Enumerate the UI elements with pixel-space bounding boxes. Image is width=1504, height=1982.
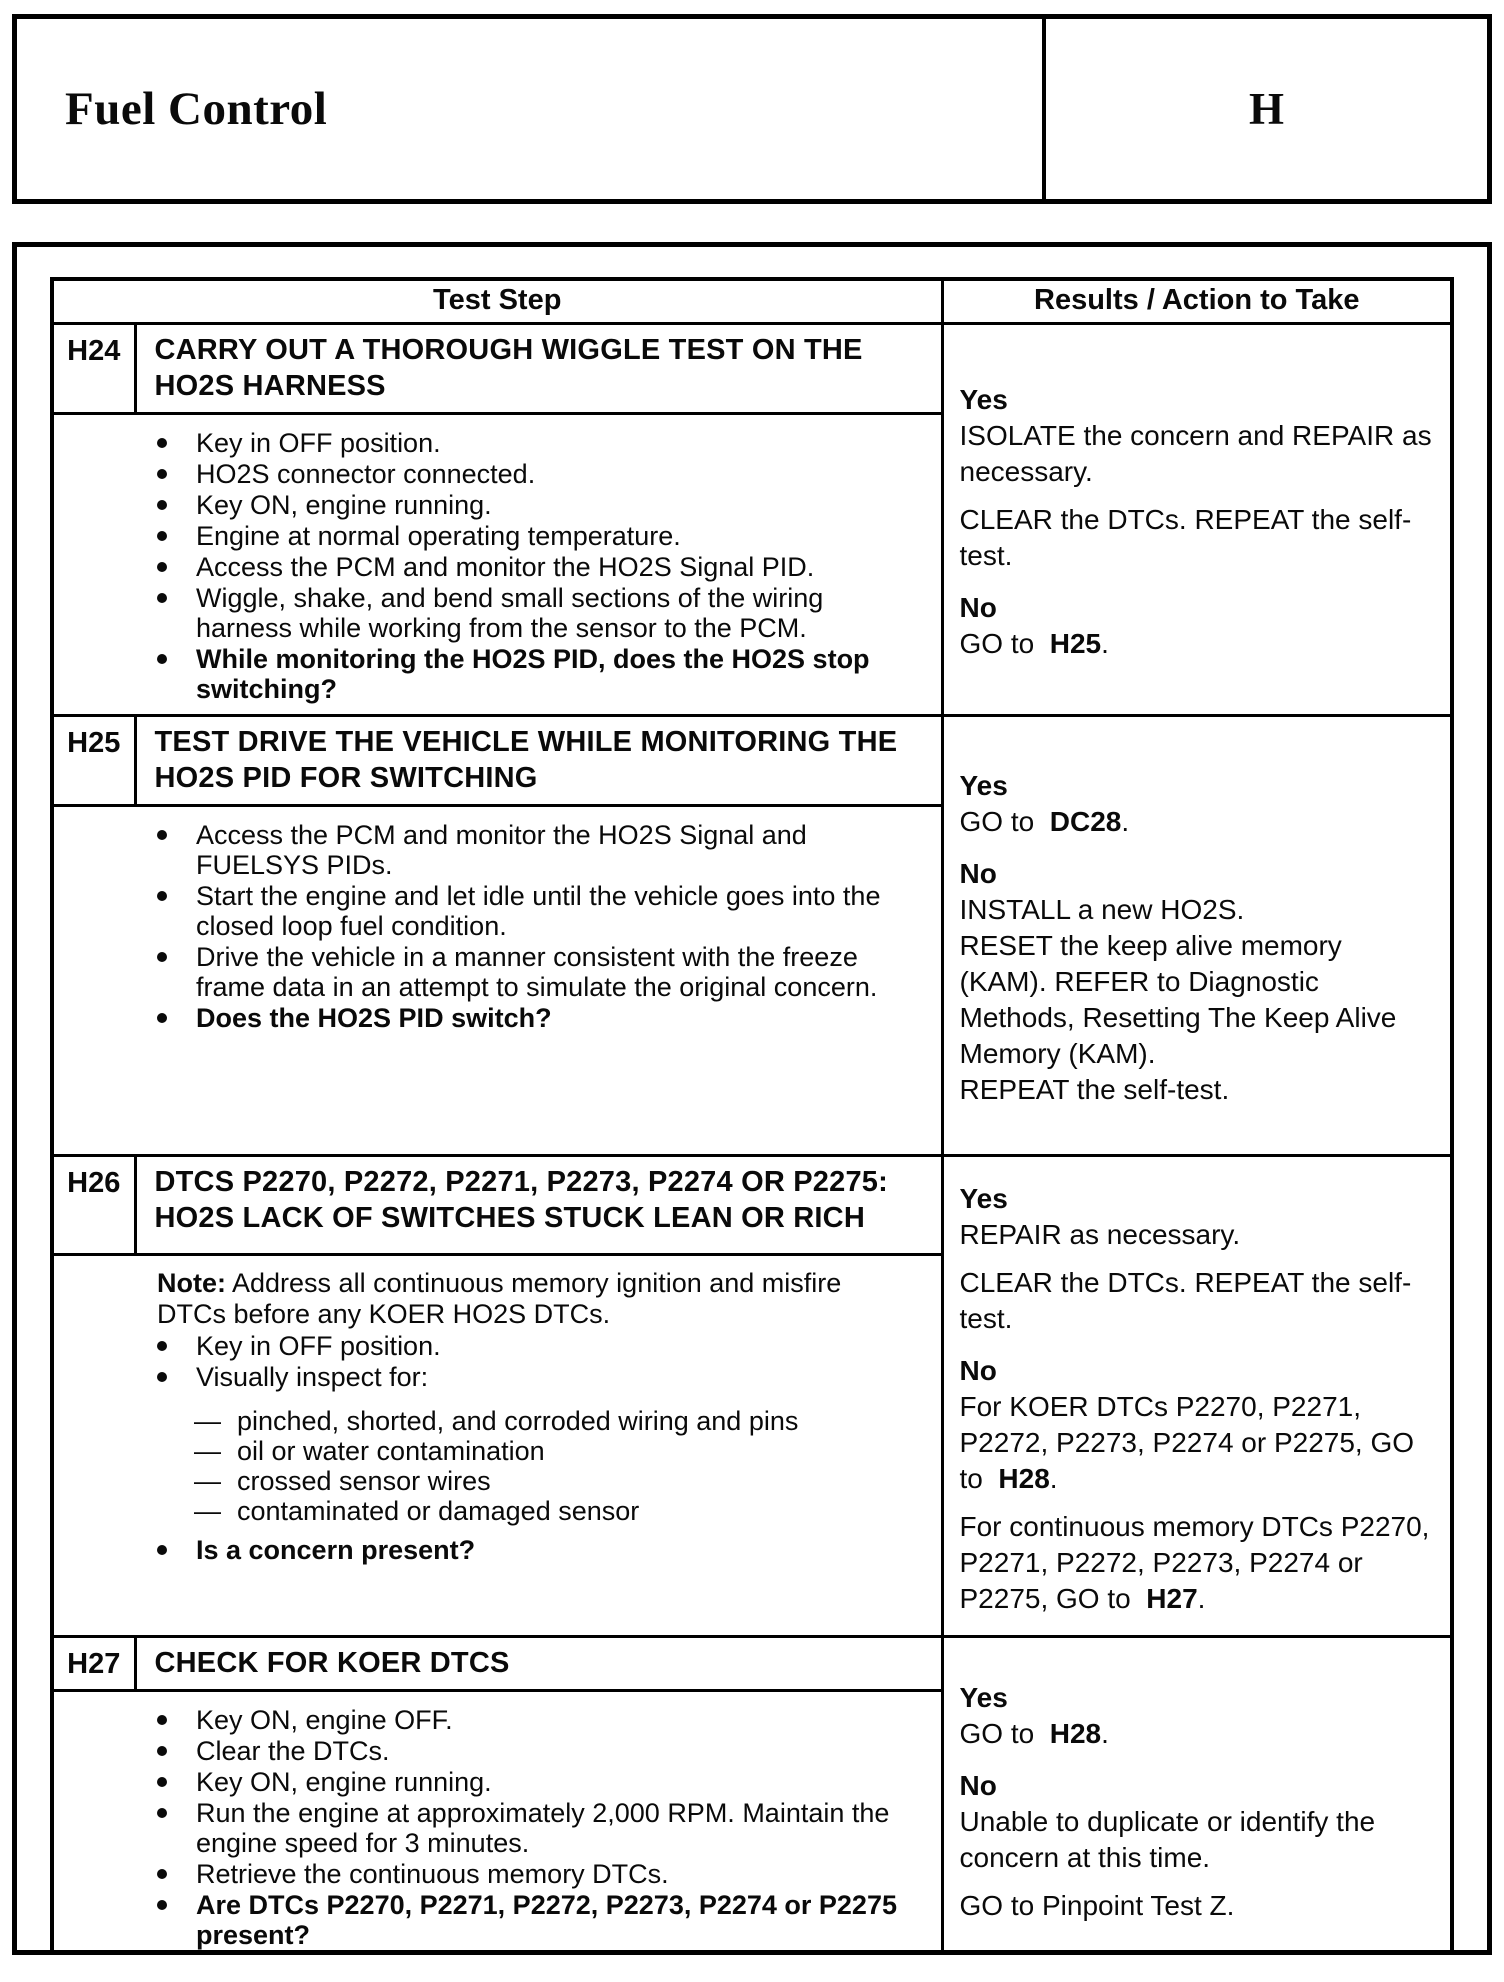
step-instruction <box>54 941 925 1002</box>
step-results <box>942 1155 1452 1636</box>
instruction-text: Is a concern present? <box>196 1534 476 1565</box>
step-id: H25 <box>52 715 135 805</box>
bullet-icon <box>157 1746 167 1756</box>
instruction-text: While monitoring the HO2S PID, does the HO2S stop switching? <box>196 643 870 704</box>
results-text-part: CLEAR the DTCs. REPEAT the self-test. <box>959 504 1412 571</box>
bullet-icon <box>157 531 167 541</box>
step-instruction <box>54 880 925 941</box>
step-title-line: HO2S PID FOR SWITCHING <box>154 761 538 794</box>
step-title-row <box>52 715 1452 805</box>
page-header <box>12 14 1492 204</box>
subitem-text: oil or water contamination <box>237 1435 545 1466</box>
results-text-part: . <box>1197 1582 1206 1614</box>
subitem-text: contaminated or damaged sensor <box>237 1495 640 1526</box>
step-title-row <box>52 1155 1452 1254</box>
results-text <box>960 1509 1435 1617</box>
bullet-icon <box>157 830 167 840</box>
step-title <box>135 323 942 413</box>
step-instruction <box>54 1534 925 1565</box>
instruction-text: Engine at normal operating temperature. <box>196 520 681 551</box>
results-text <box>960 892 1435 928</box>
scanned-manual-page <box>0 14 1504 1982</box>
instruction-text: Start the engine and let idle until the vehicle goes into the closed loop fuel condition. <box>196 880 881 941</box>
step-instruction <box>54 520 925 551</box>
bullet-icon <box>157 1900 167 1910</box>
step-subitem <box>54 1496 925 1526</box>
results-label-no: No <box>959 592 997 623</box>
step-results <box>942 1636 1452 1955</box>
step-instruction <box>54 1002 925 1033</box>
page-header-title-cell <box>17 19 1042 199</box>
step-id: H24 <box>52 323 135 413</box>
results-text <box>960 1072 1435 1108</box>
table-header-row <box>52 279 1452 323</box>
results-text-part: . <box>1121 806 1130 837</box>
results-text <box>960 418 1435 490</box>
instruction-text: Wiggle, shake, and bend small sections of the wiring harness while working from the sensor to the PCM. <box>196 582 824 643</box>
steps-body <box>52 323 1452 1955</box>
instruction-text: Key ON, engine running. <box>196 489 492 520</box>
results-text-part: Unable to duplicate or identify the concern at this time. <box>959 1805 1376 1873</box>
step-instruction <box>54 427 925 458</box>
results-text-part: . <box>1049 1462 1058 1494</box>
step-instruction <box>54 1735 925 1766</box>
results-label-yes: Yes <box>959 770 1008 801</box>
instruction-text: Clear the DTCs. <box>196 1735 390 1766</box>
step-id: H26 <box>52 1155 135 1254</box>
results-text <box>960 502 1435 574</box>
goto-target: DC28 <box>1049 806 1122 837</box>
step-title <box>135 1636 942 1690</box>
step-note <box>54 1268 925 1330</box>
step-id: H27 <box>52 1636 135 1690</box>
step-instruction <box>54 582 925 643</box>
step-title-row <box>52 323 1452 413</box>
step-title-line: HO2S HARNESS <box>154 369 386 402</box>
results-text <box>960 626 1435 662</box>
step-instruction <box>54 1766 925 1797</box>
results-text-part: GO to <box>959 806 1050 837</box>
bullet-icon <box>157 1013 167 1023</box>
step-title-row <box>52 1636 1452 1690</box>
step-instructions <box>52 805 942 1155</box>
instruction-text: Drive the vehicle in a manner consistent with the freeze frame data in an attempt to simulate the original concern. <box>196 941 878 1002</box>
bullet-icon <box>157 562 167 572</box>
step-subitem <box>54 1436 925 1466</box>
goto-target: H27 <box>1146 1582 1198 1614</box>
results-text-part: CLEAR the DTCs. REPEAT the self-test. <box>959 1266 1412 1334</box>
bullet-icon <box>157 593 167 603</box>
results-label-yes: Yes <box>959 384 1008 415</box>
results-text-part: For KOER DTCs P2270, P2271, P2272, P2273, P2274 or P2275, GO to <box>959 1390 1415 1494</box>
results-label-no: No <box>959 1769 997 1801</box>
bullet-icon <box>157 1869 167 1879</box>
dash-icon: — <box>194 1495 221 1526</box>
instruction-text: Access the PCM and monitor the HO2S Signal PID. <box>196 551 815 582</box>
instruction-text: Are DTCs P2270, P2271, P2272, P2273, P2274 or P2275 present? <box>196 1889 897 1950</box>
column-header-results: Results / Action to Take <box>942 279 1452 323</box>
step-results <box>942 323 1452 715</box>
results-text-part: GO to <box>959 1717 1050 1749</box>
bullet-icon <box>157 1341 167 1351</box>
note-text: Address all continuous memory ignition and misfire DTCs before any KOER HO2S DTCs. <box>157 1267 842 1329</box>
step-instruction <box>54 1704 925 1735</box>
step-title-line: CARRY OUT A THOROUGH WIGGLE TEST ON THE <box>154 333 863 366</box>
subitem-text: pinched, shorted, and corroded wiring and pins <box>237 1405 799 1436</box>
instruction-text: Does the HO2S PID switch? <box>196 1002 552 1033</box>
results-text-part: REPEAT the self-test. <box>959 1074 1230 1105</box>
step-title <box>135 1155 942 1254</box>
step-instructions <box>52 1690 942 1955</box>
step-instructions <box>52 413 942 715</box>
subitem-text: crossed sensor wires <box>237 1465 491 1496</box>
step-instruction <box>54 458 925 489</box>
step-instruction <box>54 1858 925 1889</box>
instruction-text: Access the PCM and monitor the HO2S Signal and FUELSYS PIDs. <box>196 819 807 880</box>
results-text <box>960 804 1435 840</box>
results-text-part: ISOLATE the concern and REPAIR as necessary. <box>959 420 1432 487</box>
step-title <box>135 715 942 805</box>
step-instruction <box>54 1797 925 1858</box>
goto-target: H28 <box>998 1462 1050 1494</box>
bullet-icon <box>157 1715 167 1725</box>
instruction-text: Key in OFF position. <box>196 427 441 458</box>
step-instruction <box>54 1889 925 1950</box>
goto-target: H28 <box>1049 1717 1102 1749</box>
results-text-part: INSTALL a new HO2S. <box>959 894 1245 925</box>
bullet-icon <box>157 1777 167 1787</box>
bullet-icon <box>157 1808 167 1818</box>
results-text-part: GO to <box>959 628 1050 659</box>
results-text <box>960 1265 1435 1337</box>
results-label-yes: Yes <box>959 1182 1008 1214</box>
results-text <box>960 1217 1435 1253</box>
bullet-icon <box>157 1372 167 1382</box>
results-text-part: . <box>1101 628 1109 659</box>
step-instruction <box>54 489 925 520</box>
results-text <box>960 928 1435 1072</box>
instruction-text: Retrieve the continuous memory DTCs. <box>196 1858 669 1889</box>
step-instruction <box>54 1361 925 1392</box>
bullet-icon <box>157 469 167 479</box>
results-text-part: For continuous memory DTCs P2270, P2271, P2272, P2273, P2274 or P2275, GO to <box>959 1510 1430 1614</box>
results-text <box>960 1716 1435 1752</box>
results-label-yes: Yes <box>959 1681 1008 1713</box>
results-text-part: . <box>1101 1717 1109 1749</box>
step-title-line: DTCS P2270, P2272, P2271, P2273, P2274 OR P2275: <box>154 1165 888 1198</box>
bullet-icon <box>157 500 167 510</box>
instruction-text: Run the engine at approximately 2,000 RPM. Maintain the engine speed for 3 minutes. <box>196 1797 890 1858</box>
results-text <box>960 1888 1435 1924</box>
bullet-icon <box>157 654 167 664</box>
results-text-part: RESET the keep alive memory (KAM). REFER to Diagnostic Methods, Resetting The Keep Alive Memory (KAM). <box>959 930 1397 1069</box>
step-instruction <box>54 643 925 704</box>
page-header-section-cell <box>1042 19 1487 199</box>
results-text <box>960 1804 1435 1876</box>
instruction-text: Key ON, engine OFF. <box>196 1704 453 1735</box>
step-instruction <box>54 1330 925 1361</box>
step-instructions <box>52 1254 942 1636</box>
dash-icon: — <box>194 1435 221 1466</box>
bullet-icon <box>157 1545 167 1555</box>
pinpoint-test-box <box>12 242 1492 1955</box>
bullet-icon <box>157 952 167 962</box>
step-instruction <box>54 819 925 880</box>
bullet-icon <box>157 891 167 901</box>
step-subitem <box>54 1406 925 1436</box>
goto-target: H25 <box>1049 628 1102 659</box>
column-header-test-step: Test Step <box>52 279 942 323</box>
instruction-text: HO2S connector connected. <box>196 458 536 489</box>
dash-icon: — <box>194 1405 221 1436</box>
results-label-no: No <box>959 858 997 889</box>
step-title-line: TEST DRIVE THE VEHICLE WHILE MONITORING THE <box>154 725 898 758</box>
results-text-part: GO to Pinpoint Test Z. <box>959 1889 1235 1921</box>
step-title-line: CHECK FOR KOER DTCS <box>154 1646 510 1679</box>
step-subitem <box>54 1466 925 1496</box>
step-title-line: HO2S LACK OF SWITCHES STUCK LEAN OR RICH <box>154 1201 865 1234</box>
dash-icon: — <box>194 1465 221 1496</box>
pinpoint-test-table <box>50 277 1454 1955</box>
results-text <box>960 1389 1435 1497</box>
section-letter: H <box>1248 84 1284 134</box>
document-title: Fuel Control <box>65 83 328 135</box>
bullet-icon <box>157 438 167 448</box>
instruction-text: Visually inspect for: <box>196 1361 429 1392</box>
instruction-text: Key in OFF position. <box>196 1330 441 1361</box>
note-prefix: Note: <box>157 1267 226 1298</box>
step-results <box>942 715 1452 1155</box>
results-label-no: No <box>959 1354 997 1386</box>
results-text-part: REPAIR as necessary. <box>959 1218 1241 1250</box>
step-instruction <box>54 551 925 582</box>
instruction-text: Key ON, engine running. <box>196 1766 492 1797</box>
